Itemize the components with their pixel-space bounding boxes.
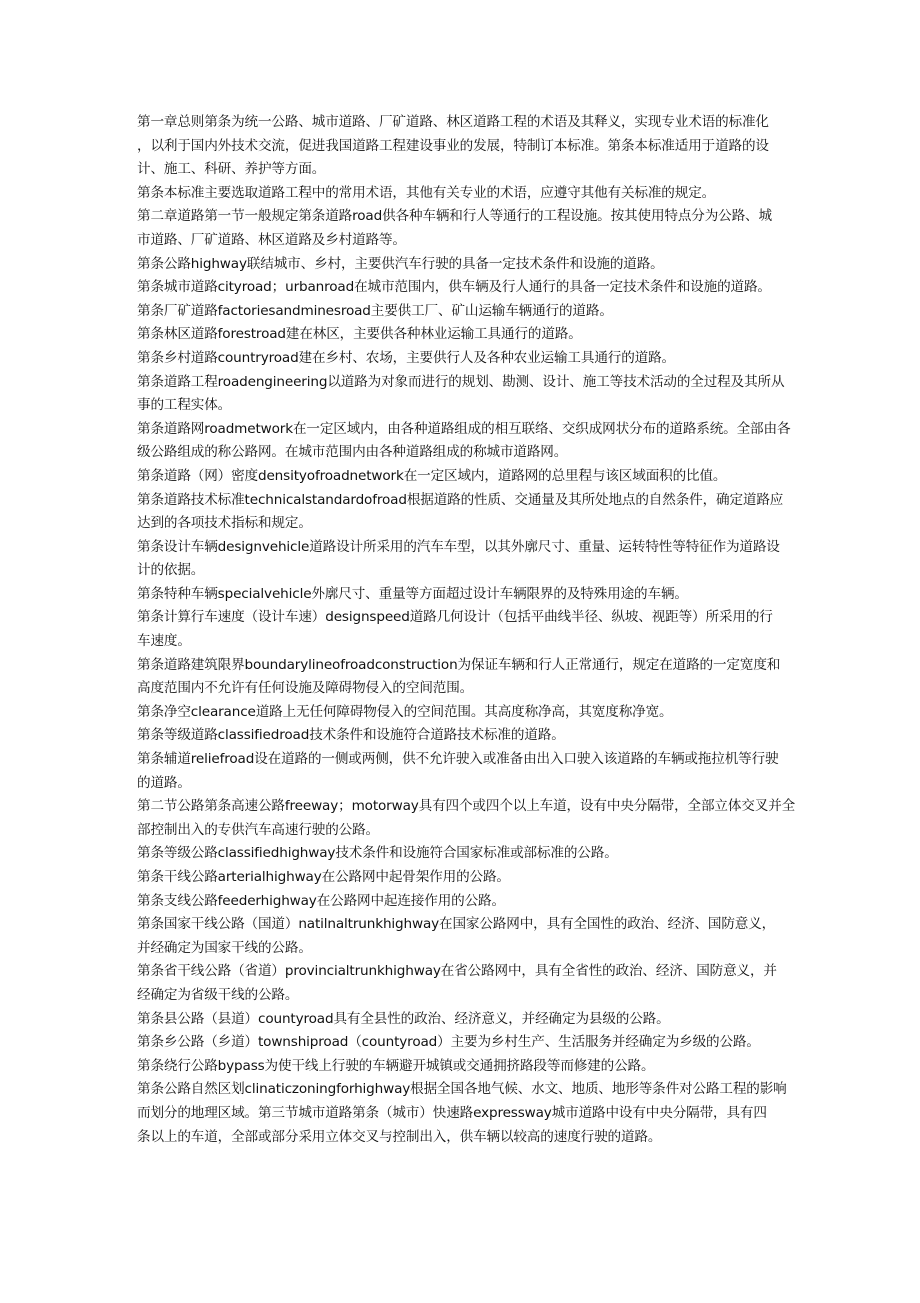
text-line: 第条国家干线公路（国道）natilnaltrunkhighway在国家公路网中，具有全国性的政治、经济、国防意义，	[137, 916, 776, 933]
text-line: 第二章道路第一节一般规定第条道路road供各种车辆和行人等通行的工程设施。按其使用特点分为公路、城	[137, 208, 772, 225]
text-line: 第条特种车辆specialvehicle外廓尺寸、重量等方面超过设计车辆限界的及特殊用途的车辆。	[137, 585, 688, 602]
text-line: 第条道路（网）密度densityofroadnetwork在一定区域内，道路网的总里程与该区域面积的比值。	[137, 467, 727, 484]
text-line: 第条干线公路arterialhighway在公路网中起骨架作用的公路。	[137, 869, 510, 885]
text-line: 第条公路自然区划clinaticzoningforhighway根据全国各地气候、水文、地质、地形等条件对公路工程的影响	[137, 1081, 787, 1098]
text-line: 第条计算行车速度（设计车速）designspeed道路几何设计（包括平曲线半径、纵坡、视距等）所采用的行	[137, 609, 773, 626]
text-line: 第条道路建筑限界boundarylineofroadconstruction为保证车辆和行人正常通行，规定在道路的一定宽度和	[137, 656, 781, 673]
text-line: 第条公路highway联结城市、乡村，主要供汽车行驶的具备一定技术条件和设施的道路。	[137, 255, 664, 272]
text-line: 第二节公路第条高速公路freeway；motorway具有四个或四个以上车道，设有中央分隔带，全部立体交叉并全	[137, 798, 796, 815]
text-line: 第条绕行公路bypass为使干线上行驶的车辆避开城镇或交通拥挤路段等而修建的公路。	[137, 1057, 655, 1074]
text-line: 条以上的车道，全部或部分采用立体交叉与控制出入，供车辆以较高的速度行驶的道路。	[137, 1128, 662, 1145]
text-line: 计、施工、科研、养护等方面。	[137, 161, 326, 178]
text-line: 第条净空clearance道路上无任何障碍物侵入的空间范围。其高度称净高，其宽度称净宽。	[137, 703, 673, 720]
text-line: 第条道路技术标准technicalstandardofroad根据道路的性质、交通量及其所处地点的自然条件，确定道路应	[137, 491, 784, 508]
text-line: 第条等级道路classifiedroad技术条件和设施符合道路技术标准的道路。	[137, 727, 565, 744]
text-line: 事的工程实体。	[137, 397, 232, 414]
text-line: 第条道路网roadmetwork在一定区域内，由各种道路组成的相互联络、交织成网状分布的道路系统。全部由各	[137, 420, 791, 437]
text-line: 第条县公路（县道）countyroad具有全县性的政治、经济意义，并经确定为县级的公路。	[137, 1010, 670, 1027]
text-line: 第条城市道路cityroad；urbanroad在城市范围内，供车辆及行人通行的具备一定技术条件和设施的道路。	[137, 279, 771, 296]
text-line: 部控制出入的专供汽车高速行驶的公路。	[137, 821, 379, 838]
text-line: 市道路、厂矿道路、林区道路及乡村道路等。	[137, 231, 406, 248]
text-line: 高度范围内不允许有任何设施及障碍物侵入的空间范围。	[137, 680, 474, 697]
text-line: 经确定为省级干线的公路。	[137, 986, 299, 1003]
text-line: 并经确定为国家干线的公路。	[137, 939, 312, 956]
text-line: 第条厂矿道路factoriesandminesroad主要供工厂、矿山运输车辆通行的道路。	[137, 302, 613, 319]
text-line: 计的依据。	[137, 562, 205, 579]
text-line: 的道路。	[137, 774, 191, 791]
text-line: 级公路组成的称公路网。在城市范围内由各种道路组成的称城市道路网。	[137, 444, 568, 461]
text-line: 第条道路工程roadengineering以道路为对象而进行的规划、勘测、设计、施工等技术活动的全过程及其所从	[137, 373, 785, 390]
text-line: 第条乡村道路countryroad建在乡村、农场，主要供行人及各种农业运输工具通行的道路。	[137, 349, 675, 366]
text-line: 第条等级公路classifiedhighway技术条件和设施符合国家标准或部标准的公路。	[137, 845, 618, 862]
text-line: 第条林区道路forestroad建在林区，主要供各种林业运输工具通行的道路。	[137, 326, 582, 343]
text-line: 第条乡公路（乡道）townshiproad（countyroad）主要为乡村生产、生活服务并经确定为乡级的公路。	[137, 1034, 760, 1051]
text-line: 第条支线公路feederhighway在公路网中起连接作用的公路。	[137, 892, 505, 909]
text-line: 第一章总则第条为统一公路、城市道路、厂矿道路、林区道路工程的术语及其释义，实现专业术语的标准化	[137, 114, 769, 130]
text-line: 第条辅道reliefroad设在道路的一侧或两侧，供不允许驶入或准备由出入口驶入该道路的车辆或拖拉机等行驶	[137, 751, 779, 768]
document-body	[137, 111, 797, 1149]
text-line: ，以利于国内外技术交流，促进我国道路工程建设事业的发展，特制订本标准。第条本标准适用于道路的设	[137, 137, 769, 154]
text-line: 第条省干线公路（省道）provincialtrunkhighway在省公路网中，具有全省性的政治、经济、国防意义，并	[137, 963, 777, 980]
text-line: 而划分的地理区域。第三节城市道路第条（城市）快速路expressway城市道路中设有中央分隔带，具有四	[137, 1104, 767, 1121]
text-line: 第条本标准主要选取道路工程中的常用术语，其他有关专业的术语，应遵守其他有关标准的规定。	[137, 184, 716, 201]
text-line: 达到的各项技术指标和规定。	[137, 515, 312, 532]
text-line: 第条设计车辆designvehicle道路设计所采用的汽车车型，以其外廓尺寸、重量、运转特性等特征作为道路设	[137, 538, 780, 555]
text-line: 车速度。	[137, 633, 191, 650]
